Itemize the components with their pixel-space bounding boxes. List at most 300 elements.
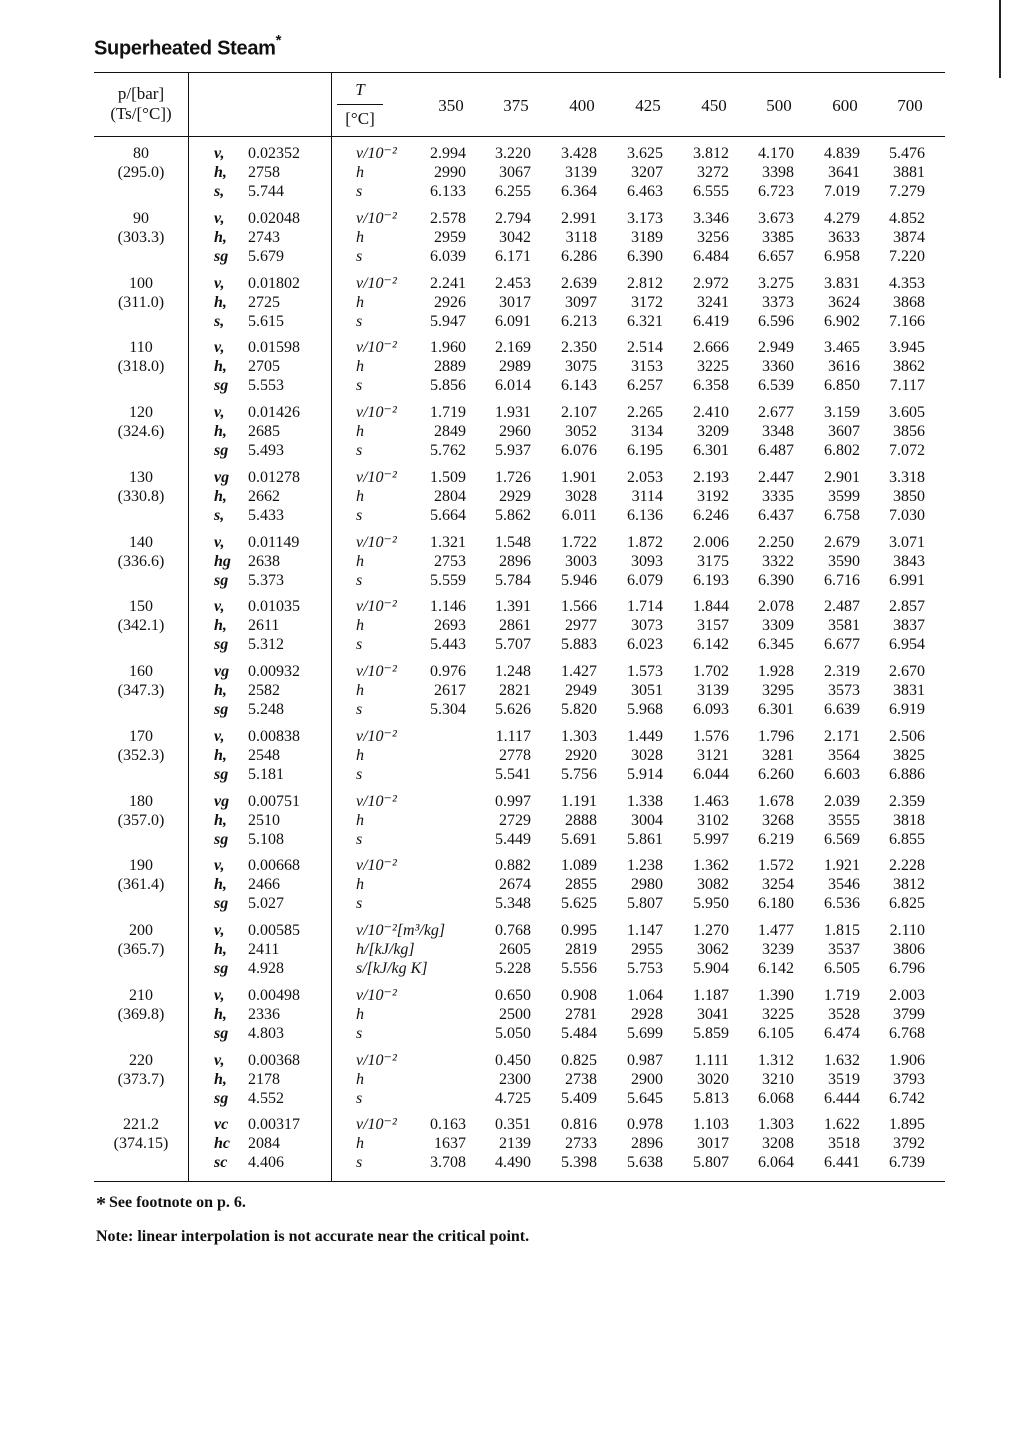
saturation-property-symbol: s,	[214, 507, 225, 524]
table-cell-s: 6.991	[889, 572, 925, 589]
table-cell-v: 2.006	[693, 534, 729, 551]
pressure-cell	[94, 533, 188, 571]
temperature-header	[331, 80, 389, 129]
saturation-property-symbol: v,	[214, 728, 225, 745]
table-cell-h: 2617	[434, 682, 466, 699]
saturation-property-value: 0.00751	[248, 793, 300, 810]
table-cell-v: 1.901	[561, 469, 597, 486]
table-cell-h: 3004	[631, 812, 663, 829]
table-cell-h: 3139	[565, 164, 597, 181]
table-cell-s: 6.723	[758, 183, 794, 200]
saturation-property-symbol: v,	[214, 534, 225, 551]
table-cell-v: 0.987	[627, 1052, 663, 1069]
table-cell-v: 1.303	[758, 1116, 794, 1133]
table-cell-v: 1.338	[627, 793, 663, 810]
pressure-cell	[94, 662, 188, 700]
pressure-cell	[94, 597, 188, 635]
saturation-property-value: 2685	[248, 423, 280, 440]
saturation-property-symbol: h,	[214, 229, 227, 246]
property-label: s	[356, 636, 363, 653]
saturation-temperature: (347.3)	[117, 682, 165, 699]
table-cell-h: 3093	[631, 553, 663, 570]
table-cell-s: 6.079	[627, 572, 663, 589]
table-cell-v: 2.250	[758, 534, 794, 551]
saturation-property-value: 5.027	[248, 895, 284, 912]
table-cell-s: 6.716	[824, 572, 860, 589]
saturation-property-symbol: h,	[214, 423, 227, 440]
pressure-row-group	[94, 921, 945, 983]
table-cell-v: 1.362	[693, 857, 729, 874]
table-cell-h: 3868	[893, 294, 925, 311]
saturation-property-value: 0.01598	[248, 339, 300, 356]
saturation-property-value: 0.02352	[248, 145, 300, 162]
saturation-property-symbol: h,	[214, 876, 227, 893]
table-cell-h: 3831	[893, 682, 925, 699]
table-cell-h: 3017	[697, 1135, 729, 1152]
saturation-temp-header-label: (Ts/[°C])	[110, 104, 172, 123]
table-cell-v: 1.187	[693, 987, 729, 1004]
saturation-property-symbol: v,	[214, 922, 225, 939]
saturation-temperature: (324.6)	[117, 423, 165, 440]
saturation-property-value: 4.406	[248, 1154, 284, 1171]
table-cell-h: 3082	[697, 876, 729, 893]
table-cell-h: 2861	[499, 617, 531, 634]
pressure-value: 221.2	[123, 1116, 159, 1133]
property-label: s	[356, 572, 363, 589]
table-cell-v: 2.319	[824, 663, 860, 680]
property-label: h	[356, 229, 364, 246]
table-cell-h: 3118	[565, 229, 597, 246]
saturation-property-value: 5.108	[248, 831, 284, 848]
table-cell-h: 2977	[565, 617, 597, 634]
table-cell-h: 2753	[434, 553, 466, 570]
table-cell-v: 2.107	[561, 404, 597, 421]
saturation-property-value: 5.433	[248, 507, 284, 524]
table-cell-v: 2.053	[627, 469, 663, 486]
saturation-property-symbol: h,	[214, 941, 227, 958]
table-cell-h: 3607	[828, 423, 860, 440]
table-cell-h: 2605	[499, 941, 531, 958]
table-cell-s: 6.011	[561, 507, 597, 524]
table-cell-h: 3555	[828, 812, 860, 829]
table-cell-v: 1.270	[693, 922, 729, 939]
table-cell-v: 2.193	[693, 469, 729, 486]
table-cell-h: 3003	[565, 553, 597, 570]
table-cell-s: 6.358	[693, 377, 729, 394]
pressure-value: 200	[129, 922, 153, 939]
saturation-property-value: 0.00668	[248, 857, 300, 874]
table-cell-h: 3881	[893, 164, 925, 181]
saturation-property-value: 2611	[248, 617, 280, 634]
table-cell-h: 3799	[893, 1006, 925, 1023]
table-cell-v: 3.625	[627, 145, 663, 162]
saturation-property-symbol: sg	[214, 442, 229, 459]
saturation-property-value: 0.00368	[248, 1052, 300, 1069]
table-cell-h: 3360	[762, 358, 794, 375]
table-cell-s: 6.796	[889, 960, 925, 977]
table-cell-v: 2.350	[561, 339, 597, 356]
interpolation-note: Note: linear interpolation is not accurate near the critical point.	[96, 1228, 530, 1245]
table-cell-v: 3.173	[627, 210, 663, 227]
property-label: v/10⁻²[m³/kg]	[356, 922, 446, 939]
saturation-property-symbol: h,	[214, 1071, 227, 1088]
table-cell-v: 4.852	[889, 210, 925, 227]
table-cell-h: 3616	[828, 358, 860, 375]
temperature-column-header: 400	[569, 96, 595, 115]
table-cell-s: 6.742	[889, 1090, 925, 1107]
table-cell-v: 2.514	[627, 339, 663, 356]
saturation-temperature: (352.3)	[117, 747, 165, 764]
table-cell-h: 3073	[631, 617, 663, 634]
pressure-cell	[94, 338, 188, 376]
table-cell-v: 1.191	[561, 793, 597, 810]
table-cell-h: 3792	[893, 1135, 925, 1152]
table-cell-s: 6.260	[758, 766, 794, 783]
table-cell-h: 3189	[631, 229, 663, 246]
table-cell-s: 5.626	[495, 701, 531, 718]
saturation-property-value: 2705	[248, 358, 280, 375]
table-cell-v: 3.071	[889, 534, 925, 551]
table-cell-h: 1637	[434, 1135, 466, 1152]
table-cell-s: 6.064	[758, 1154, 794, 1171]
temperature-symbol: T	[337, 80, 383, 105]
saturation-property-symbol: v,	[214, 857, 225, 874]
saturation-temperature: (357.0)	[117, 812, 165, 829]
saturation-property-symbol: sc	[214, 1154, 228, 1171]
table-cell-v: 2.003	[889, 987, 925, 1004]
saturation-temperature: (330.8)	[117, 488, 165, 505]
table-cell-s: 7.166	[889, 313, 925, 330]
table-cell-v: 2.228	[889, 857, 925, 874]
table-cell-v: 1.146	[430, 598, 466, 615]
table-cell-h: 2990	[434, 164, 466, 181]
table-cell-v: 2.794	[495, 210, 531, 227]
table-cell-s: 5.556	[561, 960, 597, 977]
table-cell-v: 1.312	[758, 1052, 794, 1069]
table-cell-h: 2821	[499, 682, 531, 699]
table-cell-v: 1.463	[693, 793, 729, 810]
saturation-property-value: 0.00317	[248, 1116, 300, 1133]
table-cell-s: 4.490	[495, 1154, 531, 1171]
table-cell-s: 5.638	[627, 1154, 663, 1171]
table-cell-h: 3097	[565, 294, 597, 311]
property-label: s	[356, 1090, 363, 1107]
saturation-temperature: (311.0)	[117, 294, 165, 311]
saturation-property-value: 0.01426	[248, 404, 300, 421]
table-cell-s: 5.756	[561, 766, 597, 783]
table-cell-v: 2.453	[495, 275, 531, 292]
property-label: h	[356, 1135, 364, 1152]
property-label: s	[356, 442, 363, 459]
table-cell-v: 1.303	[561, 728, 597, 745]
temperature-column-header: 350	[438, 96, 464, 115]
table-cell-s: 4.725	[495, 1090, 531, 1107]
table-cell-v: 1.714	[627, 598, 663, 615]
table-cell-s: 6.180	[758, 895, 794, 912]
table-cell-s: 7.030	[889, 507, 925, 524]
table-cell-v: 0.908	[561, 987, 597, 1004]
table-cell-h: 2959	[434, 229, 466, 246]
temperature-column-header: 600	[832, 96, 858, 115]
table-cell-v: 1.906	[889, 1052, 925, 1069]
property-label: s/[kJ/kg K]	[356, 960, 428, 977]
temperature-column-header: 425	[635, 96, 661, 115]
table-cell-s: 5.443	[430, 636, 466, 653]
saturation-property-symbol: sg	[214, 377, 229, 394]
property-label: h	[356, 423, 364, 440]
saturation-property-value: 2725	[248, 294, 280, 311]
table-cell-s: 5.807	[627, 895, 663, 912]
table-cell-h: 2980	[631, 876, 663, 893]
table-cell-s: 5.699	[627, 1025, 663, 1042]
table-cell-h: 2738	[565, 1071, 597, 1088]
saturation-property-symbol: v,	[214, 598, 225, 615]
table-cell-v: 1.449	[627, 728, 663, 745]
table-cell-h: 3153	[631, 358, 663, 375]
table-cell-s: 5.228	[495, 960, 531, 977]
table-cell-s: 7.117	[889, 377, 925, 394]
table-cell-h: 3309	[762, 617, 794, 634]
table-cell-v: 2.812	[627, 275, 663, 292]
pressure-row-group	[94, 792, 945, 854]
table-cell-h: 3114	[631, 488, 663, 505]
table-cell-s: 5.398	[561, 1154, 597, 1171]
table-cell-s: 6.850	[824, 377, 860, 394]
table-cell-s: 6.390	[758, 572, 794, 589]
footnote-text: See footnote on p. 6.	[109, 1194, 246, 1211]
saturation-property-value: 5.181	[248, 766, 284, 783]
saturation-property-value: 0.00498	[248, 987, 300, 1004]
pressure-row-group	[94, 727, 945, 789]
saturation-property-symbol: v,	[214, 404, 225, 421]
table-cell-s: 6.505	[824, 960, 860, 977]
table-cell-v: 3.831	[824, 275, 860, 292]
temperature-column-header: 375	[503, 96, 529, 115]
table-cell-h: 2729	[499, 812, 531, 829]
pressure-row-group	[94, 597, 945, 659]
property-label: v/10⁻²	[356, 1052, 397, 1069]
saturation-property-symbol: sg	[214, 572, 229, 589]
table-cell-h: 3348	[762, 423, 794, 440]
table-top-rule	[94, 72, 945, 73]
table-cell-h: 3806	[893, 941, 925, 958]
table-cell-h: 3225	[762, 1006, 794, 1023]
property-label: h	[356, 553, 364, 570]
table-cell-v: 2.994	[430, 145, 466, 162]
table-cell-v: 3.465	[824, 339, 860, 356]
table-header-rule	[94, 136, 945, 137]
saturation-property-value: 2638	[248, 553, 280, 570]
pressure-cell	[94, 1051, 188, 1089]
table-cell-h: 3209	[697, 423, 729, 440]
table-cell-s: 6.484	[693, 248, 729, 265]
saturation-property-symbol: h,	[214, 747, 227, 764]
table-cell-h: 3207	[631, 164, 663, 181]
table-cell-v: 5.476	[889, 145, 925, 162]
property-label: v/10⁻²	[356, 598, 397, 615]
table-cell-h: 3067	[499, 164, 531, 181]
table-cell-s: 6.136	[627, 507, 663, 524]
property-label: h	[356, 617, 364, 634]
property-label: h	[356, 164, 364, 181]
table-cell-v: 1.321	[430, 534, 466, 551]
table-cell-h: 3172	[631, 294, 663, 311]
table-cell-h: 3028	[565, 488, 597, 505]
table-cell-s: 5.559	[430, 572, 466, 589]
table-cell-h: 3624	[828, 294, 860, 311]
table-cell-h: 3581	[828, 617, 860, 634]
table-cell-v: 4.839	[824, 145, 860, 162]
table-cell-h: 2693	[434, 617, 466, 634]
table-cell-v: 2.857	[889, 598, 925, 615]
table-cell-v: 1.872	[627, 534, 663, 551]
table-cell-s: 5.707	[495, 636, 531, 653]
table-cell-s: 6.105	[758, 1025, 794, 1042]
saturation-property-value: 0.00838	[248, 728, 300, 745]
table-cell-h: 3641	[828, 164, 860, 181]
pressure-row-group	[94, 1115, 945, 1177]
pressure-row-group	[94, 468, 945, 530]
table-cell-s: 6.213	[561, 313, 597, 330]
pressure-row-group	[94, 533, 945, 595]
table-cell-s: 6.023	[627, 636, 663, 653]
table-cell-s: 6.825	[889, 895, 925, 912]
table-cell-v: 2.670	[889, 663, 925, 680]
table-cell-v: 1.796	[758, 728, 794, 745]
table-cell-v: 1.702	[693, 663, 729, 680]
table-cell-v: 1.921	[824, 857, 860, 874]
table-cell-v: 0.450	[495, 1052, 531, 1069]
table-cell-h: 2928	[631, 1006, 663, 1023]
property-label: v/10⁻²	[356, 210, 397, 227]
property-label: h	[356, 747, 364, 764]
table-cell-v: 2.949	[758, 339, 794, 356]
table-cell-s: 5.050	[495, 1025, 531, 1042]
saturation-property-symbol: sg	[214, 1090, 229, 1107]
saturation-property-value: 2336	[248, 1006, 280, 1023]
table-cell-v: 2.265	[627, 404, 663, 421]
table-cell-v: 0.978	[627, 1116, 663, 1133]
table-cell-s: 6.768	[889, 1025, 925, 1042]
table-cell-s: 6.091	[495, 313, 531, 330]
table-cell-v: 1.844	[693, 598, 729, 615]
table-cell-v: 2.410	[693, 404, 729, 421]
table-cell-s: 6.044	[693, 766, 729, 783]
table-cell-h: 2781	[565, 1006, 597, 1023]
saturation-property-value: 2466	[248, 876, 280, 893]
saturation-property-value: 2548	[248, 747, 280, 764]
saturation-property-symbol: h,	[214, 164, 227, 181]
table-cell-s: 3.708	[430, 1154, 466, 1171]
table-cell-v: 1.390	[758, 987, 794, 1004]
table-cell-v: 1.089	[561, 857, 597, 874]
table-cell-h: 3335	[762, 488, 794, 505]
table-cell-v: 1.477	[758, 922, 794, 939]
table-cell-s: 6.068	[758, 1090, 794, 1107]
table-cell-h: 3042	[499, 229, 531, 246]
table-cell-h: 3281	[762, 747, 794, 764]
table-cell-v: 1.111	[694, 1052, 729, 1069]
table-cell-s: 6.444	[824, 1090, 860, 1107]
table-cell-h: 2949	[565, 682, 597, 699]
table-cell-s: 6.390	[627, 248, 663, 265]
table-cell-s: 5.409	[561, 1090, 597, 1107]
table-cell-h: 3062	[697, 941, 729, 958]
table-cell-h: 2889	[434, 358, 466, 375]
table-cell-s: 7.072	[889, 442, 925, 459]
pressure-value: 100	[129, 275, 153, 292]
table-cell-s: 5.937	[495, 442, 531, 459]
saturation-property-value: 4.928	[248, 960, 284, 977]
saturation-property-symbol: sg	[214, 831, 229, 848]
pressure-value: 160	[129, 663, 153, 680]
pressure-value: 120	[129, 404, 153, 421]
saturation-property-value: 5.679	[248, 248, 284, 265]
table-cell-h: 3102	[697, 812, 729, 829]
table-cell-v: 2.359	[889, 793, 925, 810]
table-cell-h: 2500	[499, 1006, 531, 1023]
table-cell-s: 6.143	[561, 377, 597, 394]
table-cell-s: 6.301	[758, 701, 794, 718]
table-cell-s: 6.345	[758, 636, 794, 653]
saturation-property-value: 2178	[248, 1071, 280, 1088]
table-cell-s: 5.862	[495, 507, 531, 524]
table-cell-v: 0.825	[561, 1052, 597, 1069]
saturation-property-value: 5.493	[248, 442, 284, 459]
saturation-property-symbol: sg	[214, 766, 229, 783]
property-label: s	[356, 377, 363, 394]
saturation-property-value: 5.553	[248, 377, 284, 394]
table-cell-s: 5.625	[561, 895, 597, 912]
property-label: h	[356, 812, 364, 829]
property-label: s	[356, 701, 363, 718]
table-cell-h: 2955	[631, 941, 663, 958]
table-cell-v: 1.509	[430, 469, 466, 486]
pressure-header	[94, 84, 188, 124]
table-cell-s: 6.802	[824, 442, 860, 459]
table-cell-h: 2778	[499, 747, 531, 764]
saturation-property-symbol: s,	[214, 183, 225, 200]
table-cell-v: 3.428	[561, 145, 597, 162]
saturation-property-symbol: h,	[214, 812, 227, 829]
saturation-property-value: 0.02048	[248, 210, 300, 227]
pressure-row-group	[94, 209, 945, 271]
table-cell-h: 3208	[762, 1135, 794, 1152]
saturation-property-value: 0.01802	[248, 275, 300, 292]
table-cell-h: 2300	[499, 1071, 531, 1088]
table-cell-h: 3175	[697, 553, 729, 570]
table-cell-h: 3295	[762, 682, 794, 699]
property-label: h	[356, 294, 364, 311]
table-cell-s: 5.947	[430, 313, 466, 330]
pressure-value: 170	[129, 728, 153, 745]
table-cell-s: 6.171	[495, 248, 531, 265]
table-cell-s: 5.691	[561, 831, 597, 848]
saturation-temperature: (295.0)	[117, 164, 165, 181]
property-label: h	[356, 358, 364, 375]
saturation-property-value: 2411	[248, 941, 280, 958]
table-cell-v: 1.117	[495, 728, 531, 745]
table-cell-v: 0.976	[430, 663, 466, 680]
table-cell-v: 1.248	[495, 663, 531, 680]
title-text: Superheated Steam	[94, 37, 276, 60]
property-label: h/[kJ/kg]	[356, 941, 415, 958]
table-cell-s: 5.541	[495, 766, 531, 783]
pressure-value: 140	[129, 534, 153, 551]
table-cell-h: 3121	[697, 747, 729, 764]
table-cell-h: 3254	[762, 876, 794, 893]
saturation-property-value: 2582	[248, 682, 280, 699]
